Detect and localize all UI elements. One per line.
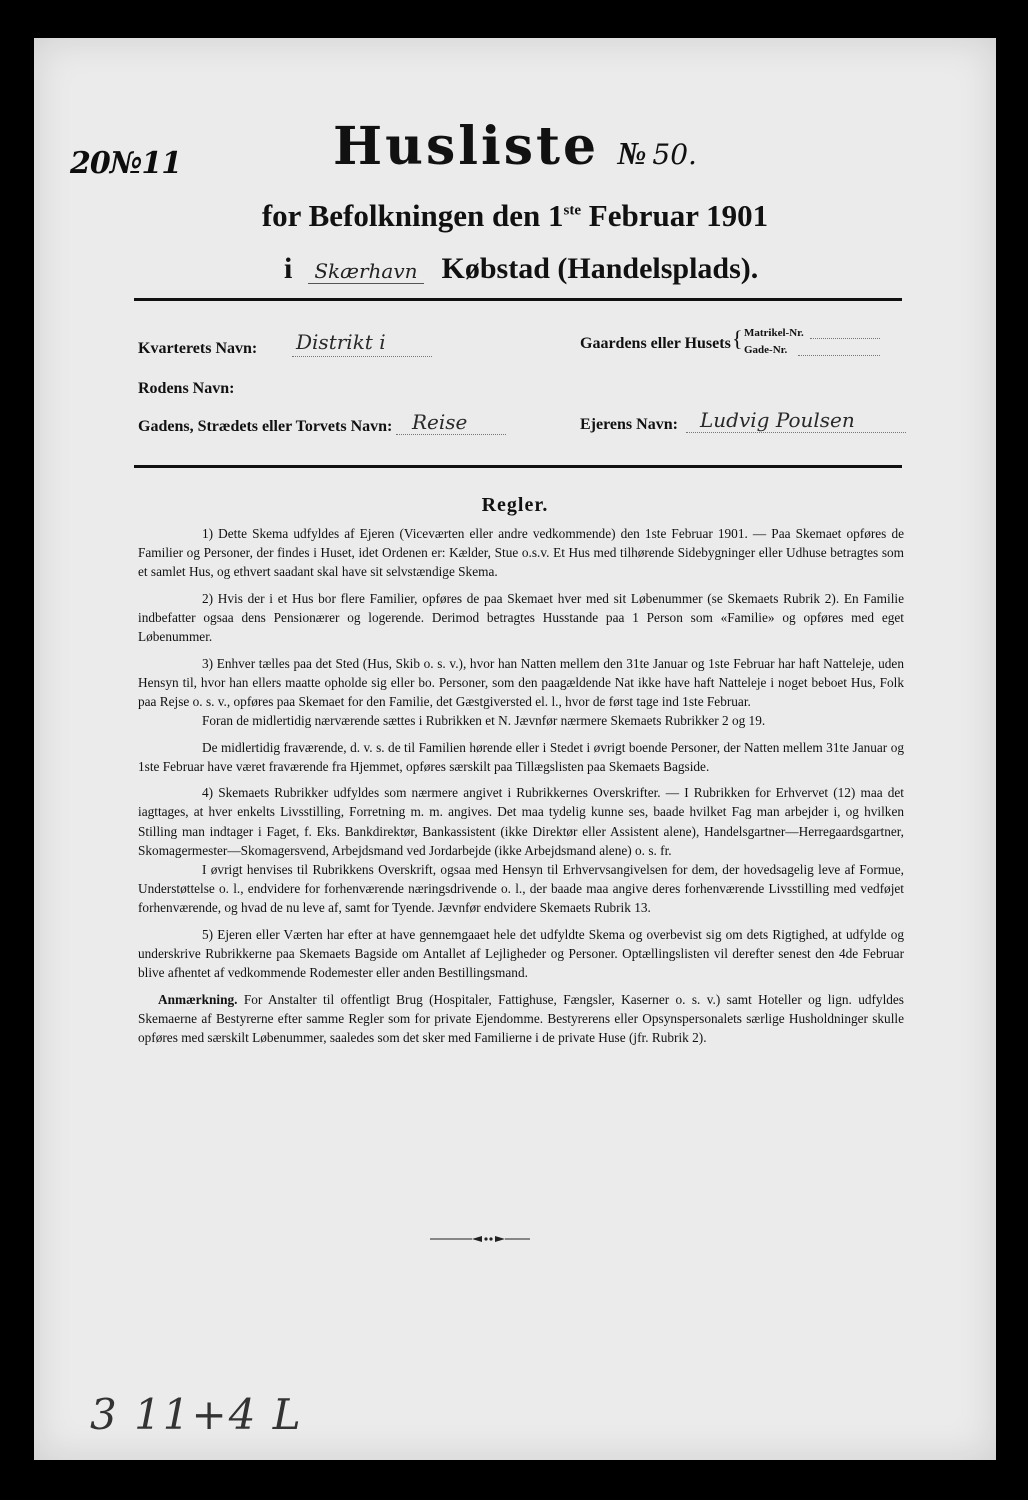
rule-4: 4) Skemaets Rubrikker udfyldes som nærmere angivet i Rubrikkernes Overskrifter. — I Rubrikken for Erhvervet (12) maa det iagttages, at hver enkelts Livsstilling, Forretning m. m. angives. Det maa tydelig kunne ses, baade hvilket Fag man arbejder i, og hvilken Stilling man indtager i Faget, f. Eks. Bankdirektør, Bankassistent (ikke Direktør eller Assistent alene), Handelsgartner—Herregaardsgartner, Skomagermester—Skomagersvend, Arbejdsmand ved Jordarbejde (ikke Arbejdsmand alene) o. s. fr.	[138, 785, 904, 858]
page-title: Husliste	[333, 116, 600, 177]
rule-3: 3) Enhver tælles paa det Sted (Hus, Skib o. s. v.), hvor han Natten mellem den 31te Januar og 1ste Februar har haft Natteleje, uden Hensyn til, hvor han ellers maatte opholde sig eller bo. Personer, som den paagældende Nat ikke have haft Natteleje i noget beboet Hus, Folk paa Rejse o. s. v., opføres paa Skemaet for den Familie, det Gæstgiversted el. l., hvor de først tage ind 1ste Februar.	[138, 655, 904, 709]
rule-2: 2) Hvis der i et Hus bor flere Familier, opføres de paa Skemaet hver med sit Løbenummer (se Skemaets Rubrik 2). En Familie indbefatter ogsaa dens Pensionærer og logerende. Derimod betragtes Husstande paa 1 Person som «Familie» og opføres med eget Løbenummer.	[138, 590, 904, 645]
gade-navn-underline	[396, 434, 506, 435]
gaard-label: Gaardens eller Husets	[580, 335, 731, 352]
pencil-note: 3 11+4 L	[90, 1390, 303, 1439]
subtitle	[34, 198, 996, 234]
subtitle-text: for Befolkningen den 1	[261, 198, 564, 233]
divider-top	[134, 298, 902, 301]
gade-navn-label: Gadens, Strædets eller Torvets Navn:	[138, 418, 393, 435]
rule-4-oevrigt: I øvrigt henvises til Rubrikkens Overskrift, ogsaa med Hensyn til Erhvervsangivelsen for dem, der hovedsagelig leve af Formue, Understøttelse o. l., endvidere for forhenværende næringsdrivende o. l., der baade maa angive deres forhenværende Livsstilling med vedføjet forhenværende, og hvad de nu leve af, samt for Tyende. Jævnfør endvidere Skemaets Rubrik 13.	[138, 862, 904, 916]
matrikel-line	[810, 338, 880, 339]
kvarter-value: Distrikt i	[296, 330, 386, 354]
town-prefix: i	[284, 252, 293, 285]
gade-nr-label: Gade-Nr.	[744, 344, 788, 356]
kvarter-underline	[292, 356, 432, 357]
divider-bottom	[134, 465, 902, 468]
rule-1: 1) Dette Skema udfyldes af Ejeren (Viceværten eller andre vedkommende) den 1ste Februar 1901. — Paa Skemaet opføres de Familier og Personer, der findes i Huset, idet Ordenen er: Kælder, Stue o.s.v. Et Hus med tilhørende Sidebygninger eller Udhuse betragtes som et samlet Hus, og ethvert saadant skal have sit selvstændige Skema.	[138, 526, 904, 580]
anm-text: For Anstalter til offentligt Brug (Hospitaler, Fattighuse, Fængsler, Kaserner o. s. v.) samt Hoteller og lign. udfyldes Skemaerne af Bestyrerne efter samme Regler som for private Ejendomme. Bestyrerens eller Opsynspersonalets særlige Husholdninger skulle opføres med særskilt Løbenummer, saaledes som det sker med Familierne i de private Huse (jfr. Rubrik 2).	[138, 991, 904, 1045]
anm-label: Anmærkning.	[158, 991, 238, 1007]
rule-5: 5) Ejeren eller Værten har efter at have gennemgaaet hele det udfyldte Skema og overbevist sig om dets Rigtighed, at udfylde og underskrive Rubrikkerne paa Skemaets Bagside om Antallet af Lejligheder og Personer. Optællingslisten vil derefter senest den 4de Februar blive afhentet af vedkommende Rodemester eller anden Bestillingsmand.	[138, 926, 904, 981]
house-number: 50.	[652, 138, 697, 171]
rule-3-fravaerende: De midlertidig fraværende, d. v. s. de til Familien hørende eller i Stedet i øvrigt boende Personer, der Natten mellem 31te Januar og 1ste Februar have været fraværende fra Hjemmet, opføres særskilt paa Tillægslisten paa Skemaets Bagside.	[138, 739, 904, 774]
ejer-value: Ludvig Poulsen	[700, 408, 855, 432]
subtitle-date: Februar 1901	[581, 198, 769, 233]
rode-label: Rodens Navn:	[138, 380, 235, 397]
town-suffix: Købstad (Handelsplads).	[441, 252, 759, 285]
title-block	[34, 116, 996, 177]
kvarter-label: Kvarterets Navn:	[138, 340, 258, 357]
town-handwritten: Skærhavn	[308, 259, 423, 284]
subtitle-sup: ste	[563, 202, 582, 219]
anmaerkning	[138, 990, 904, 1048]
brace: {	[732, 326, 743, 351]
number-label: №	[617, 135, 647, 171]
matrikel-label: Matrikel-Nr.	[744, 327, 804, 339]
rules-text	[138, 524, 904, 1054]
rule-3-n: Foran de midlertidig nærværende sættes i Rubrikken et N. Jævnfør nærmere Skemaets Rubrikker 2 og 19.	[202, 713, 766, 729]
document-page	[34, 38, 996, 1460]
town-line	[284, 252, 758, 286]
ejer-label: Ejerens Navn:	[580, 416, 678, 433]
ornament-divider	[430, 1234, 530, 1244]
stamp-number: 20№11	[70, 146, 182, 181]
gade-navn-value: Reise	[412, 410, 468, 434]
gade-nr-line	[798, 355, 880, 356]
ejer-underline	[686, 432, 906, 433]
regler-heading: Regler.	[481, 494, 549, 516]
